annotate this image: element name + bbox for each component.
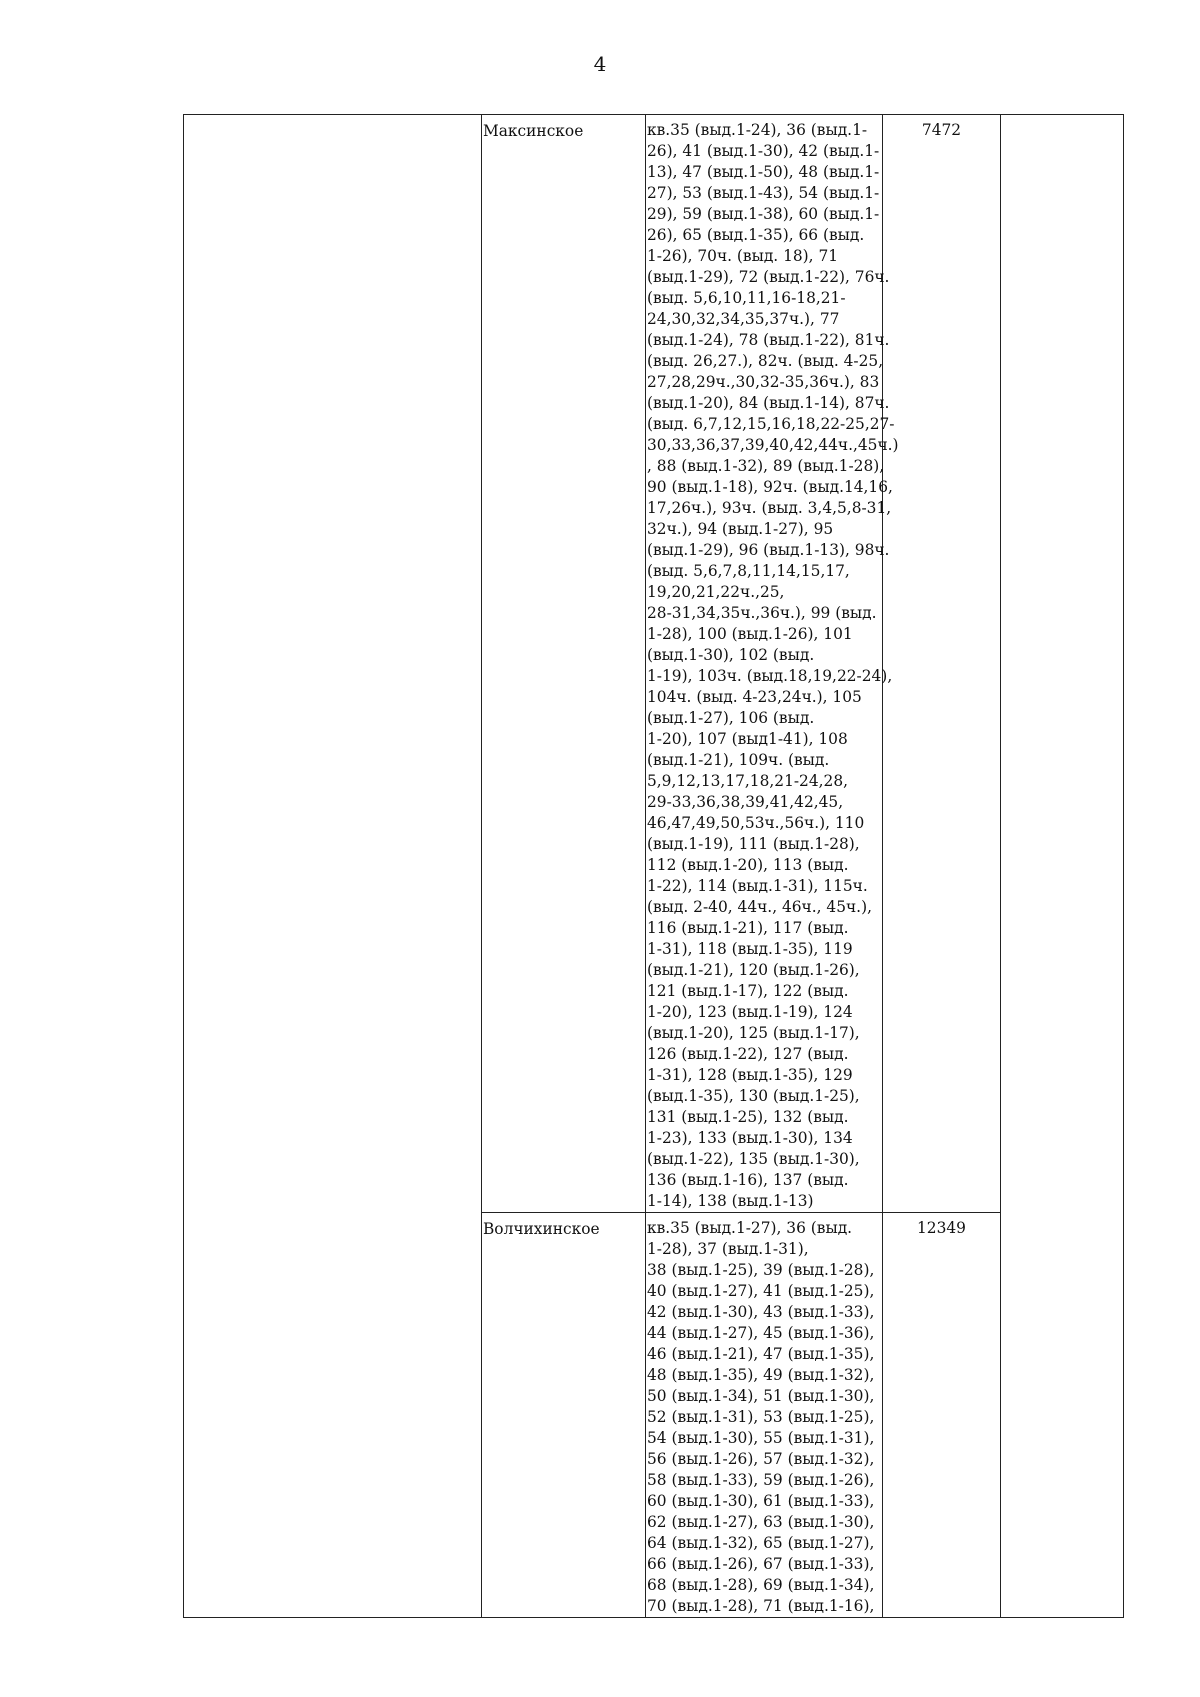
- quarters-line: 46 (выд.1-21), 47 (выд.1-35),: [647, 1345, 875, 1363]
- quarters-line: 38 (выд.1-25), 39 (выд.1-28),: [647, 1261, 875, 1279]
- quarters-line: (выд.1-24), 78 (выд.1-22), 81ч.: [647, 331, 890, 349]
- empty-right-cell: [1001, 115, 1124, 1618]
- quarters-line: 121 (выд.1-17), 122 (выд.: [647, 982, 849, 1000]
- quarters-line: 5,9,12,13,17,18,21-24,28,: [647, 772, 849, 790]
- quarters-line: (выд.1-21), 120 (выд.1-26),: [647, 961, 860, 979]
- quarters-line: 26), 65 (выд.1-35), 66 (выд.: [647, 226, 865, 244]
- area-cell: 7472: [883, 115, 1001, 1213]
- quarters-line: 24,30,32,34,35,37ч.), 77: [647, 310, 840, 328]
- quarters-line: 131 (выд.1-25), 132 (выд.: [647, 1108, 849, 1126]
- quarters-line: (выд.1-22), 135 (выд.1-30),: [647, 1150, 860, 1168]
- forest-quarters-table: [183, 114, 1124, 1618]
- quarters-line: 13), 47 (выд.1-50), 48 (выд.1-: [647, 163, 880, 181]
- quarters-line: 56 (выд.1-26), 57 (выд.1-32),: [647, 1450, 875, 1468]
- quarters-line: 90 (выд.1-18), 92ч. (выд.14,16,: [647, 478, 893, 496]
- quarters-line: 48 (выд.1-35), 49 (выд.1-32),: [647, 1366, 875, 1384]
- quarters-line: 1-31), 128 (выд.1-35), 129: [647, 1066, 853, 1084]
- table-row: [184, 115, 1124, 1213]
- quarters-line: 52 (выд.1-31), 53 (выд.1-25),: [647, 1408, 875, 1426]
- quarters-line: кв.35 (выд.1-24), 36 (выд.1-: [647, 121, 868, 139]
- quarters-line: 1-14), 138 (выд.1-13): [647, 1192, 814, 1210]
- quarters-line: (выд.1-29), 96 (выд.1-13), 98ч.: [647, 541, 890, 559]
- quarters-line: 42 (выд.1-30), 43 (выд.1-33),: [647, 1303, 875, 1321]
- quarters-line: , 88 (выд.1-32), 89 (выд.1-28),: [647, 457, 885, 475]
- quarters-line: (выд. 5,6,10,11,16-18,21-: [647, 289, 846, 307]
- quarters-line: (выд. 5,6,7,8,11,14,15,17,: [647, 562, 850, 580]
- quarters-line: 116 (выд.1-21), 117 (выд.: [647, 919, 849, 937]
- quarters-line: 28-31,34,35ч.,36ч.), 99 (выд.: [647, 604, 877, 622]
- quarters-line: 27,28,29ч.,30,32-35,36ч.), 83: [647, 373, 880, 391]
- quarters-line: 1-28), 100 (выд.1-26), 101: [647, 625, 853, 643]
- quarters-line: (выд.1-20), 84 (выд.1-14), 87ч.: [647, 394, 890, 412]
- quarters-line: 27), 53 (выд.1-43), 54 (выд.1-: [647, 184, 880, 202]
- district-cell: Волчихинское: [482, 1213, 646, 1618]
- quarters-line: (выд.1-21), 109ч. (выд.: [647, 751, 830, 769]
- quarters-line: (выд.1-27), 106 (выд.: [647, 709, 815, 727]
- quarters-line: 66 (выд.1-26), 67 (выд.1-33),: [647, 1555, 875, 1573]
- quarters-line: 62 (выд.1-27), 63 (выд.1-30),: [647, 1513, 875, 1531]
- quarters-line: 68 (выд.1-28), 69 (выд.1-34),: [647, 1576, 875, 1594]
- quarters-line: 44 (выд.1-27), 45 (выд.1-36),: [647, 1324, 875, 1342]
- page-number: 4: [593, 52, 607, 76]
- quarters-line: (выд.1-35), 130 (выд.1-25),: [647, 1087, 860, 1105]
- quarters-line: 50 (выд.1-34), 51 (выд.1-30),: [647, 1387, 875, 1405]
- district-cell: Максинское: [482, 115, 646, 1213]
- quarters-line: (выд.1-19), 111 (выд.1-28),: [647, 835, 860, 853]
- quarters-line: (выд.1-29), 72 (выд.1-22), 76ч.: [647, 268, 890, 286]
- quarters-line: 64 (выд.1-32), 65 (выд.1-27),: [647, 1534, 875, 1552]
- quarters-line: (выд. 6,7,12,15,16,18,22-25,27-: [647, 415, 895, 433]
- quarters-line: (выд. 2-40, 44ч., 46ч., 45ч.),: [647, 898, 872, 916]
- quarters-line: 112 (выд.1-20), 113 (выд.: [647, 856, 849, 874]
- quarters-line: 1-22), 114 (выд.1-31), 115ч.: [647, 877, 868, 895]
- quarters-line: (выд. 26,27.), 82ч. (выд. 4-25,: [647, 352, 884, 370]
- quarters-line: (выд.1-20), 125 (выд.1-17),: [647, 1024, 860, 1042]
- quarters-cell: [646, 1213, 883, 1618]
- quarters-line: (выд.1-30), 102 (выд.: [647, 646, 815, 664]
- quarters-line: 104ч. (выд. 4-23,24ч.), 105: [647, 688, 862, 706]
- quarters-line: 1-28), 37 (выд.1-31),: [647, 1240, 809, 1258]
- quarters-line: 30,33,36,37,39,40,42,44ч.,45ч.): [647, 436, 899, 454]
- quarters-line: 54 (выд.1-30), 55 (выд.1-31),: [647, 1429, 875, 1447]
- empty-left-cell: [184, 115, 482, 1618]
- quarters-line: 32ч.), 94 (выд.1-27), 95: [647, 520, 834, 538]
- area-cell: 12349: [883, 1213, 1001, 1618]
- quarters-line: 29), 59 (выд.1-38), 60 (выд.1-: [647, 205, 880, 223]
- quarters-line: 70 (выд.1-28), 71 (выд.1-16),: [647, 1597, 875, 1615]
- quarters-cell: [646, 115, 899, 1213]
- quarters-line: 19,20,21,22ч.,25,: [647, 583, 785, 601]
- quarters-line: 1-20), 107 (выд1-41), 108: [647, 730, 848, 748]
- quarters-line: 126 (выд.1-22), 127 (выд.: [647, 1045, 849, 1063]
- quarters-line: 1-26), 70ч. (выд. 18), 71: [647, 247, 839, 265]
- quarters-line: кв.35 (выд.1-27), 36 (выд.: [647, 1219, 853, 1237]
- quarters-line: 1-31), 118 (выд.1-35), 119: [647, 940, 853, 958]
- quarters-line: 136 (выд.1-16), 137 (выд.: [647, 1171, 849, 1189]
- quarters-line: 58 (выд.1-33), 59 (выд.1-26),: [647, 1471, 875, 1489]
- quarters-line: 26), 41 (выд.1-30), 42 (выд.1-: [647, 142, 880, 160]
- quarters-line: 1-23), 133 (выд.1-30), 134: [647, 1129, 853, 1147]
- quarters-line: 40 (выд.1-27), 41 (выд.1-25),: [647, 1282, 875, 1300]
- quarters-line: 17,26ч.), 93ч. (выд. 3,4,5,8-31,: [647, 499, 892, 517]
- quarters-line: 1-19), 103ч. (выд.18,19,22-24),: [647, 667, 893, 685]
- quarters-line: 29-33,36,38,39,41,42,45,: [647, 793, 844, 811]
- quarters-line: 60 (выд.1-30), 61 (выд.1-33),: [647, 1492, 875, 1510]
- quarters-line: 1-20), 123 (выд.1-19), 124: [647, 1003, 853, 1021]
- quarters-line: 46,47,49,50,53ч.,56ч.), 110: [647, 814, 865, 832]
